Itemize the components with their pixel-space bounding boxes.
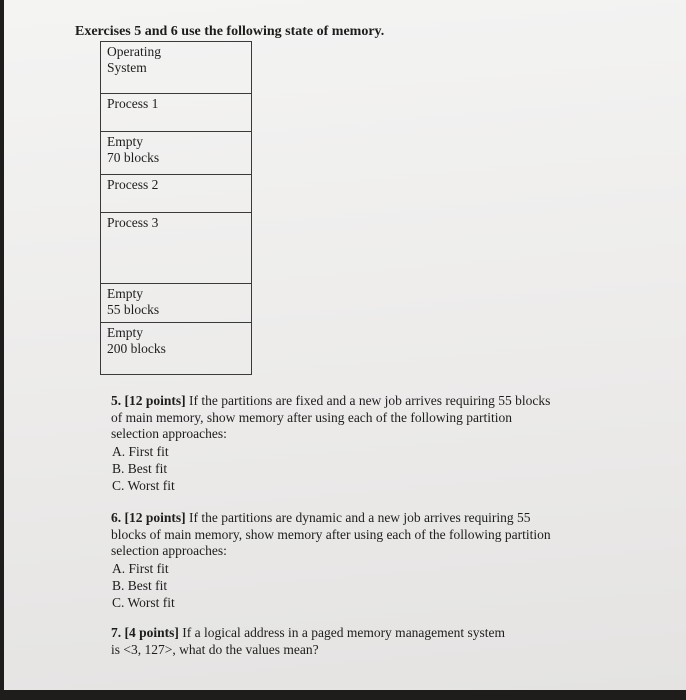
segment-empty-70: Empty 70 blocks bbox=[101, 132, 251, 175]
question-7: 7. [4 points] If a logical address in a paged memory management system is <3, 127>, what do the values mean? bbox=[111, 625, 506, 657]
question-number: 6. [12 points] bbox=[111, 510, 186, 525]
paper-page bbox=[4, 0, 686, 690]
question-number: 7. [4 points] bbox=[111, 625, 179, 640]
memory-diagram bbox=[100, 41, 252, 375]
exercise-heading: Exercises 5 and 6 use the following state of memory. bbox=[75, 24, 385, 39]
option-worst-fit: C. Worst fit bbox=[112, 477, 175, 493]
segment-empty-55: Empty 55 blocks bbox=[101, 284, 251, 323]
option-first-fit: A. First fit bbox=[112, 560, 169, 576]
option-best-fit: B. Best fit bbox=[112, 460, 168, 476]
option-best-fit: B. Best fit bbox=[112, 577, 168, 593]
question-number: 5. [12 points] bbox=[111, 393, 186, 408]
question-6: 6. [12 points] If the partitions are dynamic and a new job arrives requiring 55 blocks of main memory, show memory after using each of the following partition selection approaches: A. First fit B. Best fit C. Worst fit bbox=[111, 510, 551, 610]
segment-process-2: Process 2 bbox=[101, 175, 251, 213]
segment-process-1: Process 1 bbox=[101, 94, 251, 132]
segment-process-3: Process 3 bbox=[101, 213, 251, 284]
option-first-fit: A. First fit bbox=[112, 443, 169, 459]
option-list bbox=[111, 443, 550, 494]
option-list bbox=[111, 560, 551, 611]
question-5: 5. [12 points] If the partitions are fixed and a new job arrives requiring 55 blocks of main memory, show memory after using each of the following partition selection approaches: A. First fit B. Best fit C. Worst fit bbox=[111, 393, 551, 493]
option-worst-fit: C. Worst fit bbox=[112, 594, 175, 610]
segment-operating-system: Operating System bbox=[101, 42, 251, 94]
segment-empty-200: Empty 200 blocks bbox=[107, 325, 166, 356]
